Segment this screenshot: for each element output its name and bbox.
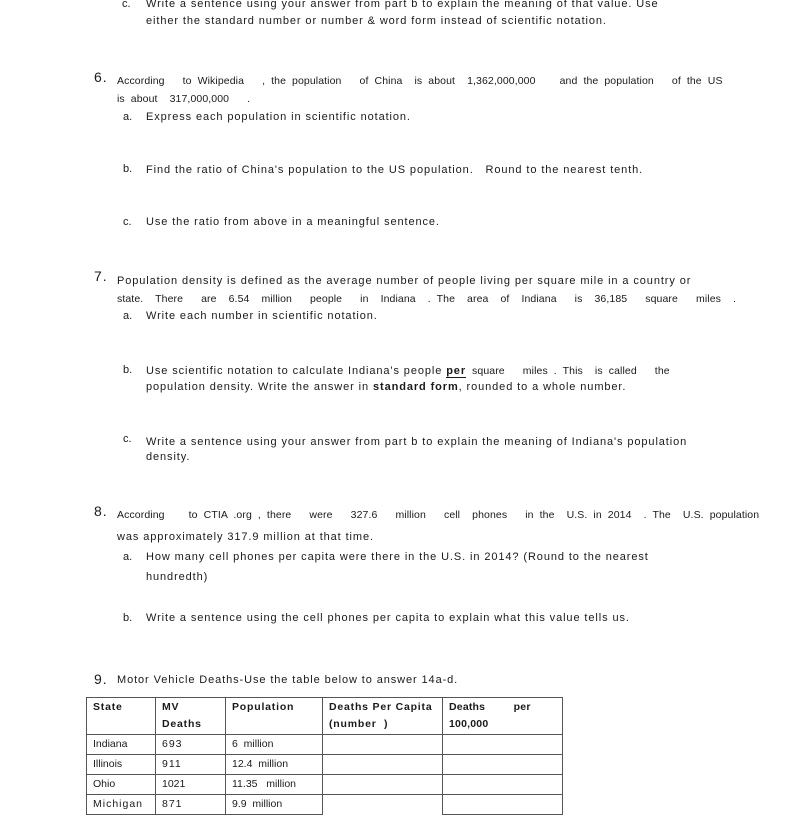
cell-state: Illinois: [87, 755, 156, 775]
q7b-text-line1: [146, 365, 670, 377]
q7b-line1-pre: Use scientific notation to calculate Indiana's people: [146, 365, 447, 377]
q5c-text-line1: Write a sentence using your answer from part b to explain the meaning of that value. Use: [146, 0, 659, 10]
table-row: [87, 795, 563, 815]
cell-deaths-per-100000[interactable]: [443, 755, 563, 775]
q6-text-line2: is about 317,000,000 .: [117, 93, 251, 105]
cell-population: 12.4 million: [226, 755, 323, 775]
q5c-text-line2: either the standard number or number & word form instead of scientific notation.: [146, 15, 607, 27]
q6b-text: Find the ratio of China's population to the US population. Round to the nearest tenth.: [146, 164, 644, 176]
motor-vehicle-deaths-table: [86, 697, 563, 815]
q7-text-line1: Population density is defined as the average number of people living per square mile in a country or: [117, 275, 692, 287]
q9-text: Motor Vehicle Deaths-Use the table below to answer 14a-d.: [117, 674, 459, 686]
q6-number: 6.: [94, 69, 108, 85]
q7b-line2-pre: population density. Write the answer in: [146, 381, 373, 393]
q7b-line2-post: , rounded to a whole number.: [458, 381, 627, 393]
table-row: [87, 755, 563, 775]
cell-deaths-per-capita[interactable]: [323, 795, 443, 815]
cell-population: 11.35 million: [226, 775, 323, 795]
q5c-label: c.: [122, 0, 131, 10]
cell-mv-deaths: 871: [156, 795, 226, 815]
q7b-line1-post: square miles . This is called the: [466, 365, 670, 377]
q7c-label: c.: [123, 433, 132, 445]
q7b-per-emphasis: per: [446, 365, 467, 377]
cell-mv-deaths: 911: [156, 755, 226, 775]
cell-population: 9.9 million: [226, 795, 323, 815]
q7b-text-line2: [146, 381, 626, 393]
q7c-text-line1: Write a sentence using your answer from part b to explain the meaning of Indiana's population: [146, 436, 688, 448]
header-deaths-per-capita: Deaths Per Capita (number ): [323, 698, 443, 735]
cell-state: Indiana: [87, 735, 156, 755]
q9-number: 9.: [94, 671, 108, 687]
q6c-label: c.: [123, 216, 132, 228]
q8-text-line2: was approximately 317.9 million at that time.: [117, 531, 374, 543]
q7b-label: b.: [123, 364, 133, 376]
q8-number: 8.: [94, 503, 108, 519]
q6-text-line1: According to Wikipedia , the population of China is about 1,362,000,000 and the population of the US: [117, 75, 723, 87]
cell-mv-deaths: 693: [156, 735, 226, 755]
cell-deaths-per-100000[interactable]: [443, 775, 563, 795]
cell-deaths-per-100000[interactable]: [443, 735, 563, 755]
q8b-text: Write a sentence using the cell phones per capita to explain what this value tells us.: [146, 612, 630, 624]
cell-deaths-per-100000[interactable]: [443, 795, 563, 815]
header-mv-deaths: MV Deaths: [156, 698, 226, 735]
q7a-text: Write each number in scientific notation.: [146, 310, 378, 322]
q6c-text: Use the ratio from above in a meaningful sentence.: [146, 216, 440, 228]
cell-deaths-per-capita[interactable]: [323, 755, 443, 775]
q7b-standard-form-emphasis: standard form: [372, 381, 459, 393]
header-deaths-per-100000: Deaths per 100,000: [443, 698, 563, 735]
q7c-text-line2: density.: [146, 451, 191, 463]
table-row: [87, 775, 563, 795]
cell-deaths-per-capita[interactable]: [323, 735, 443, 755]
header-state: State: [87, 698, 156, 735]
header-population: Population: [226, 698, 323, 735]
q6b-label: b.: [123, 163, 133, 175]
q7-text-line2: state. There are 6.54 million people in Indiana . The area of Indiana is 36,185 square miles .: [117, 293, 737, 305]
q6a-label: a.: [123, 111, 133, 123]
cell-state: Michigan: [87, 795, 156, 815]
q8a-text-line1: How many cell phones per capita were there in the U.S. in 2014? (Round to the nearest: [146, 551, 649, 563]
cell-population: 6 million: [226, 735, 323, 755]
q6a-text: Express each population in scientific notation.: [146, 111, 411, 123]
table-header-row: [87, 698, 563, 735]
q7-number: 7.: [94, 268, 108, 284]
q7a-label: a.: [123, 310, 133, 322]
q8a-text-line2: hundredth): [146, 571, 209, 583]
cell-deaths-per-capita[interactable]: [323, 775, 443, 795]
table-row: [87, 735, 563, 755]
q8-text-line1: According to CTIA .org , there were 327.6 million cell phones in the U.S. in 2014 . The U.S. population: [117, 509, 760, 521]
q8b-label: b.: [123, 612, 133, 624]
cell-mv-deaths: 1021: [156, 775, 226, 795]
q8a-label: a.: [123, 551, 133, 563]
cell-state: Ohio: [87, 775, 156, 795]
